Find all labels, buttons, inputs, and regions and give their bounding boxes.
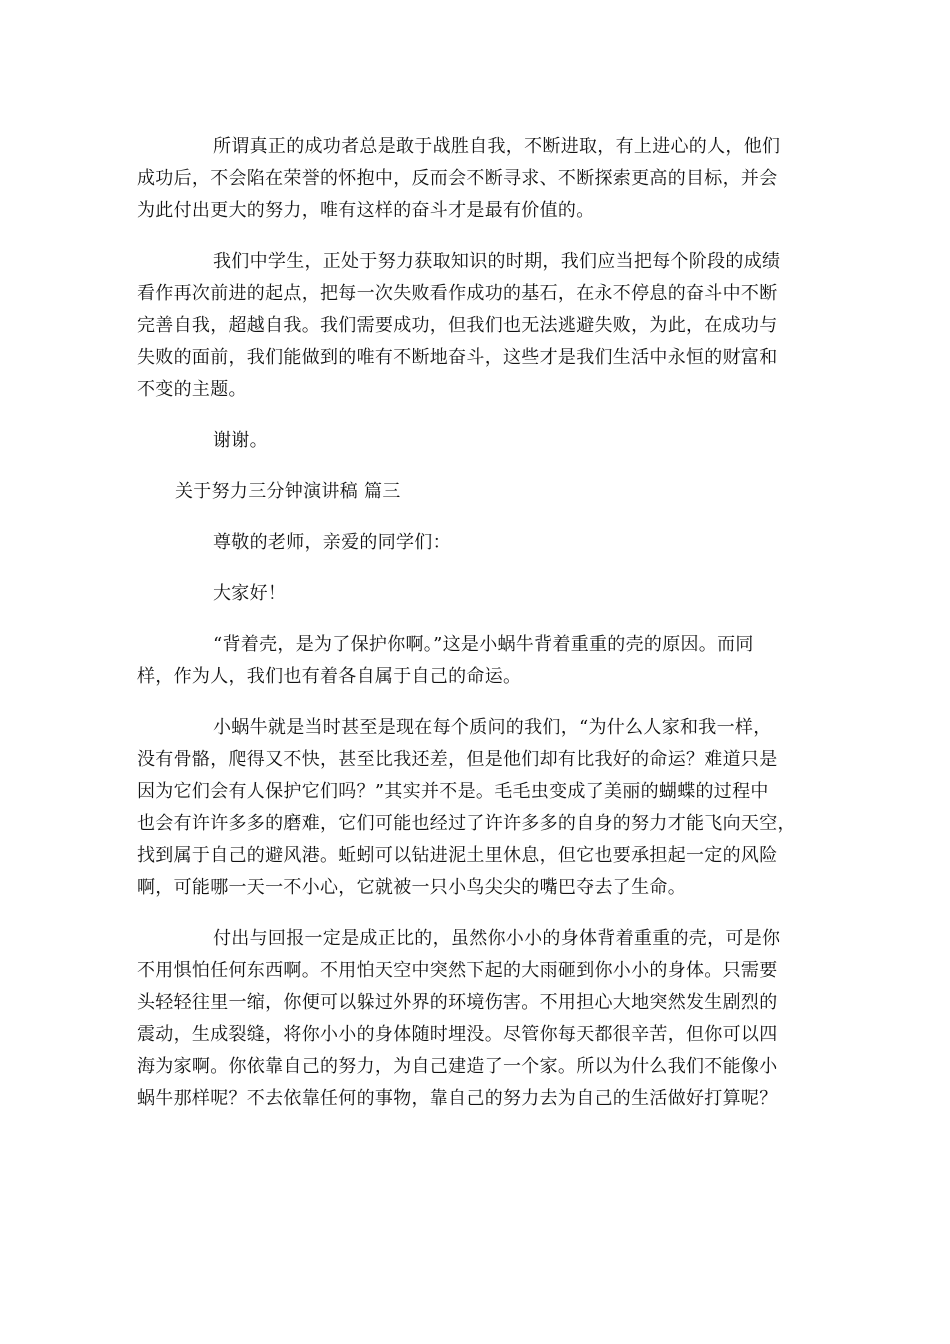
paragraph-greeting <box>137 578 813 610</box>
text-line: 找到属于自己的避风港。蚯蚓可以钻进泥土里休息，但它也要承担起一定的风险 <box>137 845 778 866</box>
paragraph-shell <box>137 629 813 693</box>
paragraph-salutation <box>137 527 813 559</box>
text-line: 失败的面前，我们能做到的唯有不断地奋斗，这些才是我们生活中永恒的财富和 <box>137 347 778 368</box>
text-line: 啊，可能哪一天一不小心，它就被一只小鸟尖尖的嘴巴夺去了生命。 <box>137 877 686 898</box>
text-line: 震动，生成裂缝，将你小小的身体随时埋没。尽管你每天都很辛苦，但你可以四 <box>137 1024 778 1045</box>
text-line: 成功后，不会陷在荣誉的怀抱中，反而会不断寻求、不断探索更高的目标，并会 <box>137 168 778 189</box>
text-line: 海为家啊。你依靠自己的努力，为自己建造了一个家。所以为什么我们不能像小 <box>137 1056 778 1077</box>
text-line: 尊敬的老师，亲爱的同学们： <box>213 532 451 553</box>
text-line: 所谓真正的成功者总是敢于战胜自我，不断进取，有上进心的人，他们 <box>213 136 781 157</box>
paragraph-students <box>137 246 813 406</box>
text-line: 没有骨骼，爬得又不快，甚至比我还差，但是他们却有比我好的命运？难道只是 <box>137 749 778 770</box>
text-line: 样，作为人，我们也有着各自属于自己的命运。 <box>137 666 522 687</box>
paragraph-thanks <box>137 425 813 457</box>
text-line: 蜗牛那样呢？不去依靠任何的事物，靠自己的努力去为自己的生活做好打算呢？ <box>137 1088 778 1109</box>
section-heading: 关于努力三分钟演讲稿 篇三 <box>175 481 401 502</box>
text-line: 完善自我，超越自我。我们需要成功，但我们也无法逃避失败，为此，在成功与 <box>137 315 778 336</box>
text-line: 不用惧怕任何东西啊。不用怕天空中突然下起的大雨砸到你小小的身体。只需要 <box>137 960 778 981</box>
text-line: 不变的主题。 <box>137 379 247 400</box>
text-line: 付出与回报一定是成正比的，虽然你小小的身体背着重重的壳，可是你 <box>213 928 781 949</box>
paragraph-effort <box>137 923 813 1115</box>
text-line: 也会有许许多多的磨难，它们可能也经过了许许多多的自身的努力才能飞向天空， <box>137 813 796 834</box>
text-line: 小蜗牛就是当时甚至是现在每个质问的我们，“为什么人家和我一样， <box>213 717 772 738</box>
text-line: 谢谢。 <box>213 430 268 451</box>
paragraph-success <box>137 131 813 227</box>
document-body <box>137 131 813 1134</box>
text-line: 我们中学生，正处于努力获取知识的时期，我们应当把每个阶段的成绩 <box>213 251 781 272</box>
text-line: “背着壳，是为了保护你啊。”这是小蜗牛背着重重的壳的原因。而同 <box>213 634 754 655</box>
text-line: 为此付出更大的努力，唯有这样的奋斗才是最有价值的。 <box>137 200 595 221</box>
text-line: 因为它们会有人保护它们吗？”其实并不是。毛毛虫变成了美丽的蝴蝶的过程中 <box>137 781 769 802</box>
paragraph-snail <box>137 712 813 904</box>
text-line: 头轻轻往里一缩，你便可以躲过外界的环境伤害。不用担心大地突然发生剧烈的 <box>137 992 778 1013</box>
text-line: 大家好！ <box>213 583 287 604</box>
text-line: 看作再次前进的起点，把每一次失败看作成功的基石，在永不停息的奋斗中不断 <box>137 283 778 304</box>
